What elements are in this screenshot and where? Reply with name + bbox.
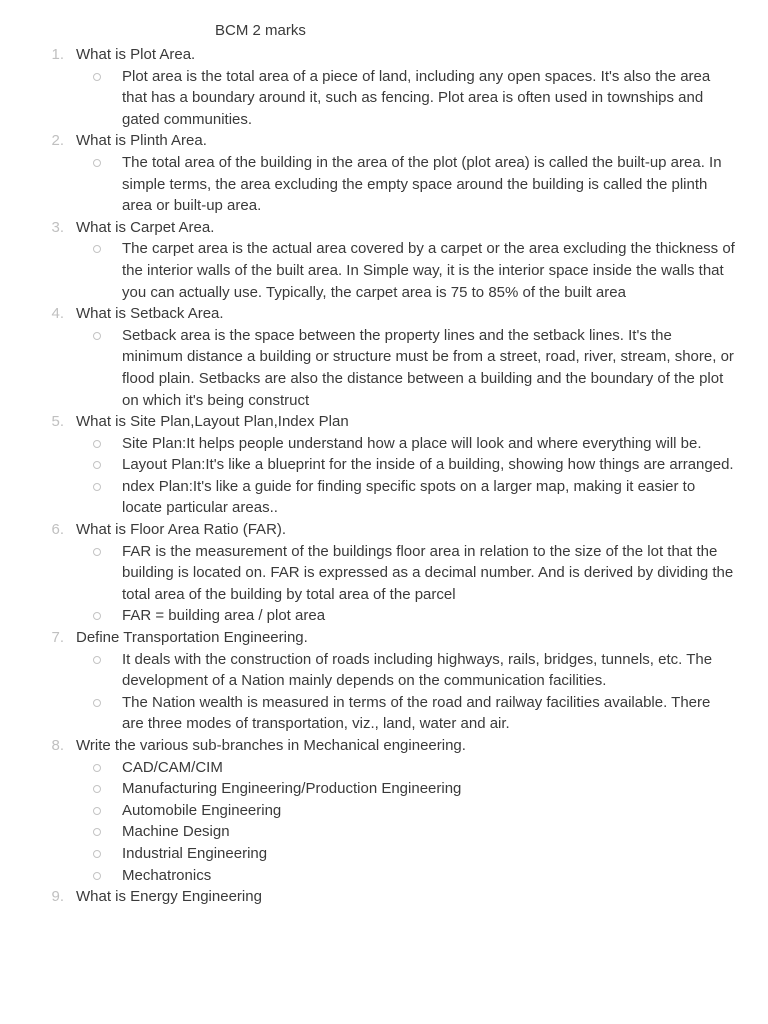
answer-item bbox=[122, 692, 736, 735]
answer-item bbox=[122, 541, 736, 606]
hollow-circle-bullet-icon bbox=[93, 872, 101, 880]
answer-item bbox=[122, 649, 736, 692]
answer-item bbox=[122, 325, 736, 411]
question-item bbox=[0, 44, 768, 130]
answer-text: The total area of the building in the area of the plot (plot area) is called the built-up area. In simple terms, the area excluding the empty space around the building is called the plinth area or built-up area. bbox=[122, 153, 722, 215]
answer-text: Machine Design bbox=[122, 823, 230, 841]
answer-text: FAR is the measurement of the buildings floor area in relation to the size of the lot that the building is located on. FAR is expressed as a decimal number. And is derived by dividing the total area of the building by total area of the parcel bbox=[122, 542, 734, 603]
question-item bbox=[0, 217, 768, 303]
answer-text: Setback area is the space between the property lines and the setback lines. It's the minimum distance a building or structure must be from a street, road, river, stream, shore, or flood plain. Setbacks are also the distance between a building and the boundary of the plot on which it's being construct bbox=[122, 326, 734, 409]
question-number: 7. bbox=[51, 629, 64, 647]
answer-text: The carpet area is the actual area covered by a carpet or the area excluding the thickness of the interior walls of the built area. In Simple way, it is the interior space inside the walls that you can actually use. Typically, the carpet area is 75 to 85% of the built area bbox=[122, 240, 735, 301]
hollow-circle-bullet-icon bbox=[93, 807, 101, 815]
hollow-circle-bullet-icon bbox=[93, 764, 101, 772]
hollow-circle-bullet-icon bbox=[93, 461, 101, 469]
question-item bbox=[0, 627, 768, 735]
question-number: 8. bbox=[51, 737, 64, 754]
question-text: What is Setback Area. bbox=[76, 305, 224, 323]
answer-item bbox=[122, 821, 736, 843]
hollow-circle-bullet-icon bbox=[93, 159, 101, 167]
question-heading bbox=[0, 519, 768, 541]
answer-text: Layout Plan:It's like a blueprint for the inside of a building, showing how things are arranged. bbox=[122, 456, 734, 474]
question-number: 3. bbox=[51, 218, 64, 236]
question-item bbox=[0, 519, 768, 627]
question-heading bbox=[0, 411, 768, 433]
answer-item bbox=[122, 476, 736, 519]
hollow-circle-bullet-icon bbox=[93, 612, 101, 620]
answer-item bbox=[122, 433, 736, 455]
question-text: What is Floor Area Ratio (FAR). bbox=[76, 521, 287, 539]
question-heading bbox=[0, 303, 768, 325]
answer-item bbox=[122, 843, 736, 865]
answer-item bbox=[122, 66, 736, 131]
question-heading bbox=[0, 886, 768, 908]
question-text: What is Site Plan,Layout Plan,Index Plan bbox=[76, 413, 349, 431]
question-item bbox=[0, 411, 768, 519]
answer-item bbox=[122, 757, 736, 779]
question-heading bbox=[0, 217, 768, 239]
hollow-circle-bullet-icon bbox=[93, 483, 101, 491]
hollow-circle-bullet-icon bbox=[93, 785, 101, 793]
question-text: What is Plot Area. bbox=[76, 46, 196, 63]
hollow-circle-bullet-icon bbox=[93, 850, 101, 858]
question-text: Write the various sub-branches in Mechanical engineering. bbox=[76, 737, 466, 754]
answer-item bbox=[122, 605, 736, 627]
answer-item bbox=[122, 454, 736, 476]
hollow-circle-bullet-icon bbox=[93, 548, 101, 556]
question-number: 4. bbox=[51, 305, 64, 323]
question-heading bbox=[0, 735, 768, 757]
question-number: 6. bbox=[51, 521, 64, 539]
hollow-circle-bullet-icon bbox=[93, 73, 101, 81]
document-title: BCM 2 marks bbox=[215, 22, 306, 39]
answer-item bbox=[122, 238, 736, 303]
answer-text: Plot area is the total area of a piece of land, including any open spaces. It's also the area that has a boundary around it, such as fencing. Plot area is often used in townships and gated communities. bbox=[122, 67, 711, 128]
question-item bbox=[0, 303, 768, 411]
hollow-circle-bullet-icon bbox=[93, 332, 101, 340]
answer-text: Site Plan:It helps people understand how a place will look and where everything will be. bbox=[122, 434, 702, 452]
hollow-circle-bullet-icon bbox=[93, 656, 101, 664]
answer-item bbox=[122, 800, 736, 822]
question-number: 9. bbox=[51, 888, 64, 906]
answer-text: It deals with the construction of roads including highways, rails, bridges, tunnels, etc. The development of a Nation mainly depends on the communication facilities. bbox=[122, 650, 713, 690]
question-number: 1. bbox=[51, 46, 64, 63]
question-heading bbox=[0, 44, 768, 66]
answer-text: FAR = building area / plot area bbox=[122, 607, 326, 625]
answer-item bbox=[122, 152, 736, 217]
question-text: What is Energy Engineering bbox=[76, 888, 262, 906]
hollow-circle-bullet-icon bbox=[93, 245, 101, 253]
hollow-circle-bullet-icon bbox=[93, 828, 101, 836]
hollow-circle-bullet-icon bbox=[93, 440, 101, 448]
question-heading bbox=[0, 627, 768, 649]
question-text: What is Carpet Area. bbox=[76, 218, 215, 236]
answer-text: Mechatronics bbox=[122, 866, 212, 884]
question-number: 2. bbox=[51, 132, 64, 150]
question-item bbox=[0, 886, 768, 908]
answer-text: Industrial Engineering bbox=[122, 844, 268, 862]
answer-text: Manufacturing Engineering/Production Engineering bbox=[122, 780, 462, 798]
answer-text: CAD/CAM/CIM bbox=[122, 758, 223, 776]
answer-text: ndex Plan:It's like a guide for finding specific spots on a larger map, making it easier to locate particular areas.. bbox=[122, 477, 696, 517]
answer-item bbox=[122, 778, 736, 800]
answer-item bbox=[122, 865, 736, 887]
question-item bbox=[0, 735, 768, 886]
question-number: 5. bbox=[51, 413, 64, 431]
answer-text: Automobile Engineering bbox=[122, 801, 282, 819]
question-text: Define Transportation Engineering. bbox=[76, 629, 308, 647]
answer-text: The Nation wealth is measured in terms of the road and railway facilities available. There are three modes of transportation, viz., land, water and air. bbox=[122, 693, 711, 733]
question-list bbox=[0, 44, 768, 908]
question-heading bbox=[0, 130, 768, 152]
question-item bbox=[0, 130, 768, 216]
question-text: What is Plinth Area. bbox=[76, 132, 207, 150]
hollow-circle-bullet-icon bbox=[93, 699, 101, 707]
